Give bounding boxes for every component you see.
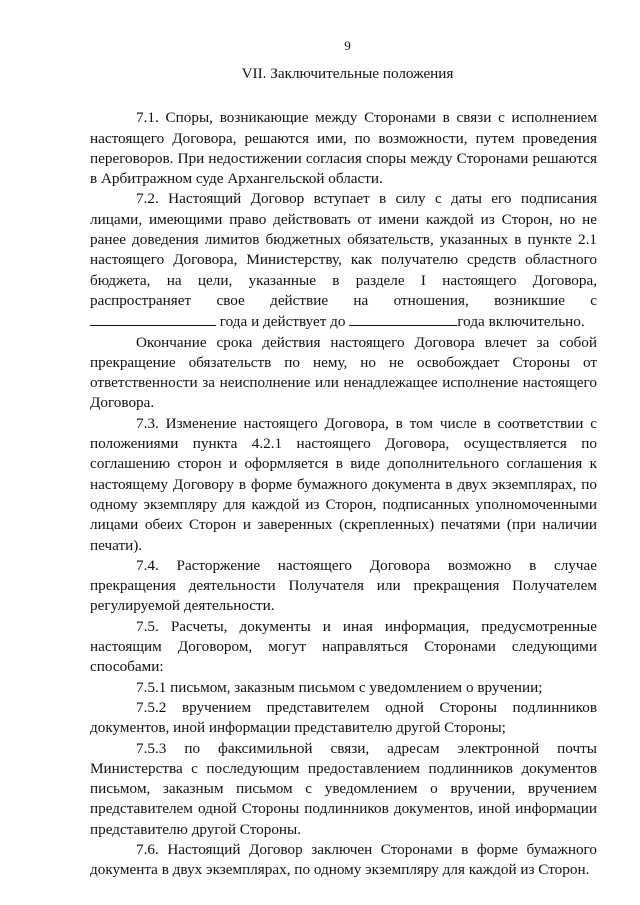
text-line: Договора. (90, 394, 155, 412)
text-line: 7.4. Расторжение настоящего Договора возможно в случае (136, 556, 597, 574)
text-line: лицами, имеющими право действовать от имени каждой из Сторон, но не (90, 210, 597, 228)
text-line: представителю другой Стороны. (90, 820, 302, 838)
text-line: положениями пункта 4.2.1 настоящего Договора, осуществляется по (90, 435, 597, 453)
text-line: регулируемой деятельности. (90, 597, 275, 615)
document-page (90, 38, 597, 881)
text-line: лицами обеих Сторон и заверенных (скрепленных) печатями (при наличии (90, 516, 597, 534)
page-number: 9 (344, 38, 351, 53)
text-line: документов, иной информации представителю другой Стороны; (90, 719, 506, 737)
text-line: 7.1. Споры, возникающие между Сторонами в связи с исполнением (136, 109, 597, 127)
text-line: соглашению сторон и оформляется в виде дополнительного соглашения к (90, 455, 597, 473)
paragraph (90, 189, 597, 332)
paragraph (90, 617, 597, 678)
text-line: прекращения деятельности Получателя или прекращения Получателем (90, 577, 597, 595)
text-line: настоящего Договора, решаются ими, по возможности, путем проведения (90, 129, 597, 147)
text-line: представителем одной Стороны подлинников документов, иной информации (90, 800, 597, 818)
text-line: в Арбитражном суде Архангельской области. (90, 170, 383, 188)
blank-field-end-date (349, 311, 457, 326)
paragraph (90, 333, 597, 414)
paragraph (90, 108, 597, 189)
text-line: распространяет свое действие на отношения, возникшие с (90, 291, 597, 309)
text-line: документа в двух экземплярах, по одному экземпляру для каждой из Сторон. (90, 861, 590, 879)
paragraph (90, 698, 597, 739)
blank-line-text: года и действует до (216, 313, 350, 331)
paragraph (90, 739, 597, 840)
text-line: 7.3. Изменение настоящего Договора, в том числе в соответствии с (136, 414, 597, 432)
text-line: письмом, заказным письмом с уведомлением о вручении, вручением (90, 780, 597, 798)
text-line-with-blanks (90, 311, 597, 332)
blank-field-start-date (90, 311, 216, 326)
text-line: настоящего Договора, Министерству, как получателю средств областного (90, 251, 597, 269)
paragraph (90, 678, 597, 698)
text-line: ответственности за неисполнение или ненадлежащее исполнение настоящего (90, 374, 597, 392)
text-line: Министерства с последующим предоставлением подлинников документов (90, 759, 597, 777)
text-line: 7.5.1 письмом, заказным письмом с уведомлением о вручении; (136, 678, 543, 696)
text-line: 7.5.3 по факсимильной связи, адресам электронной почты (136, 739, 597, 757)
blank-line-text: года включительно. (457, 313, 585, 331)
text-line: печати). (90, 536, 143, 554)
paragraph (90, 556, 597, 617)
paragraph (90, 414, 597, 556)
text-line: 7.5. Расчеты, документы и иная информация, предусмотренные (136, 617, 597, 635)
text-line: 7.5.2 вручением представителем одной Стороны подлинников (136, 698, 597, 716)
document-body (90, 108, 597, 880)
paragraph (90, 840, 597, 881)
text-line: 7.6. Настоящий Договор заключен Сторонами в форме бумажного (136, 840, 597, 858)
text-line: настоящему Договору в форме бумажного документа в двух экземплярах, по (90, 475, 597, 493)
text-line: бюджета, на цели, указанные в разделе I настоящего Договора, (90, 271, 597, 289)
text-line: ранее доведения лимитов бюджетных обязательств, указанных в пункте 2.1 (90, 231, 597, 249)
text-line: настоящим Договором, могут направляться Сторонами следующими (90, 638, 597, 656)
text-line: переговоров. При недостижении согласия споры между Сторонами решаются (90, 149, 597, 167)
text-line: способами: (90, 658, 164, 676)
section-title: VII. Заключительные положения (241, 65, 454, 82)
text-line: прекращение обязательств по нему, но не освобождает Стороны от (90, 353, 597, 371)
text-line: Окончание срока действия настоящего Договора влечет за собой (136, 333, 597, 351)
text-line: 7.2. Настоящий Договор вступает в силу с даты его подписания (136, 190, 597, 208)
text-line: одному экземпляру для каждой из Сторон, подписанных уполномоченными (90, 495, 597, 513)
